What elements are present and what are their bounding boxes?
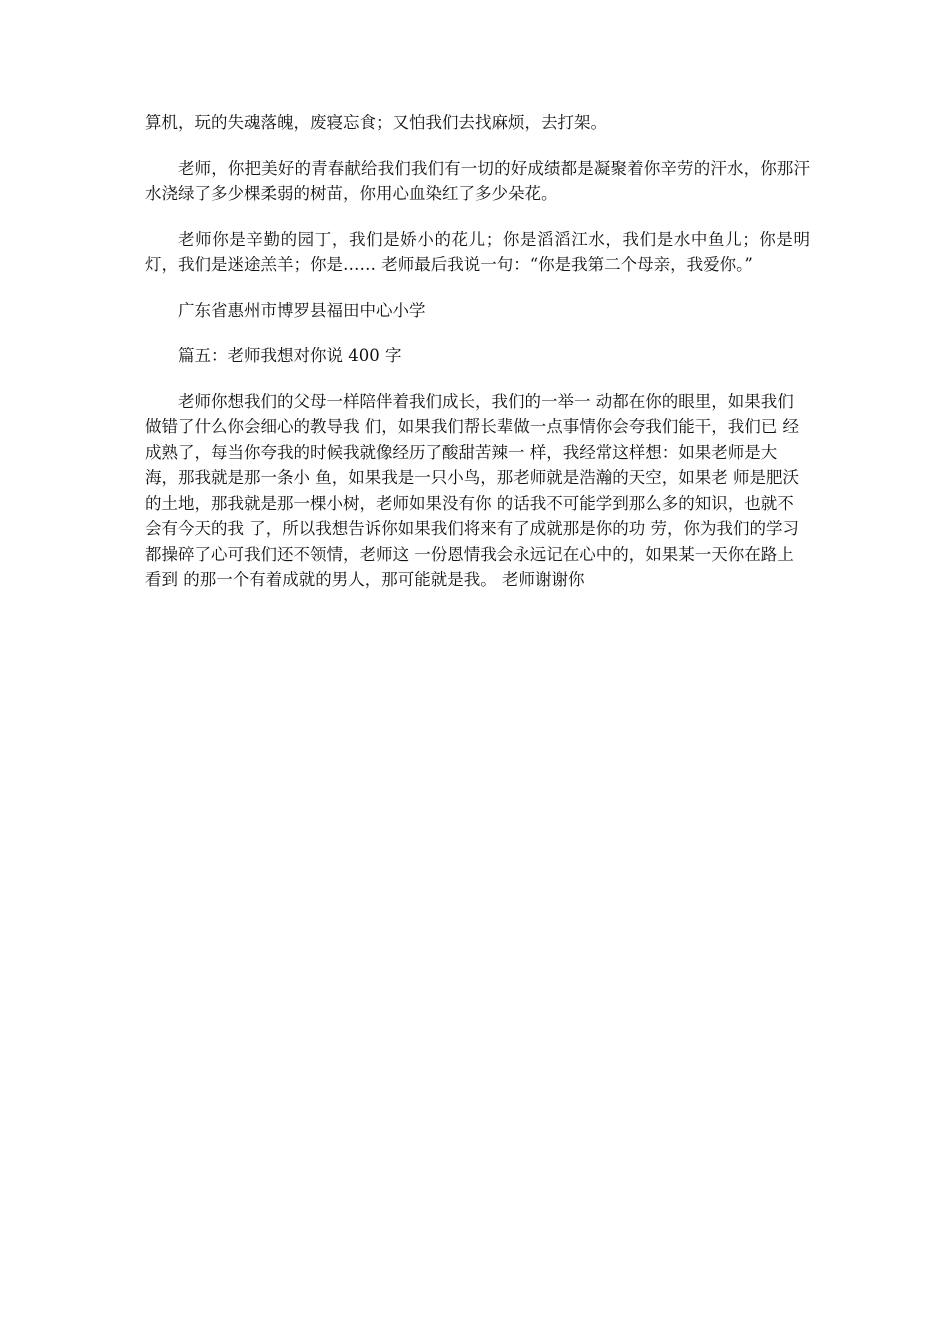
document-page (145, 110, 810, 613)
paragraph-metaphors: 老师你是辛勤的园丁，我们是娇小的花儿；你是滔滔江水，我们是水中鱼儿；你是明灯，我们是迷途羔羊；你是…… 老师最后我说一句：“你是我第二个母亲，我爱你。” (145, 229, 810, 274)
paragraph-continuation: 算机，玩的失魂落魄，废寝忘食；又怕我们去找麻烦，去打架。 (145, 113, 607, 132)
section-heading: 篇五：老师我想对你说 400 字 (178, 346, 402, 365)
essay-body: 老师你想我们的父母一样陪伴着我们成长，我们的一举一 动都在你的眼里，如果我们做错了什么你会细心的教导我 们，如果我们帮长辈做一点事情你会夸我们能干，我们已 经成熟了，每当你夸我的时候我就像经历了酸甜苦辣一 样，我经常这样想：如果老师是大海，那我就是那一条小 鱼，如果我是一只小鸟，那老师就是浩瀚的天空，如果老 师是肥沃的土地，那我就是那一棵小树，老师如果没有你 的话我不可能学到那么多的知识，也就不会有今天的我 了，所以我想告诉你如果我们将来有了成就那是你的功 劳，你为我们的学习都操碎了心可我们还不领情，老师这 一份恩情我会永远记在心中的，如果某一天你在路上看到 的那一个有着成就的男人，那可能就是我。 老师谢谢你 (145, 391, 799, 589)
school-name: 广东省惠州市博罗县福田中心小学 (178, 300, 426, 320)
paragraph-dedication: 老师，你把美好的青春献给我们我们有一切的好成绩都是凝聚着你辛劳的汗水，你那汗水浇绿了多少棵柔弱的树苗，你用心血染红了多少朵花。 (145, 158, 810, 203)
